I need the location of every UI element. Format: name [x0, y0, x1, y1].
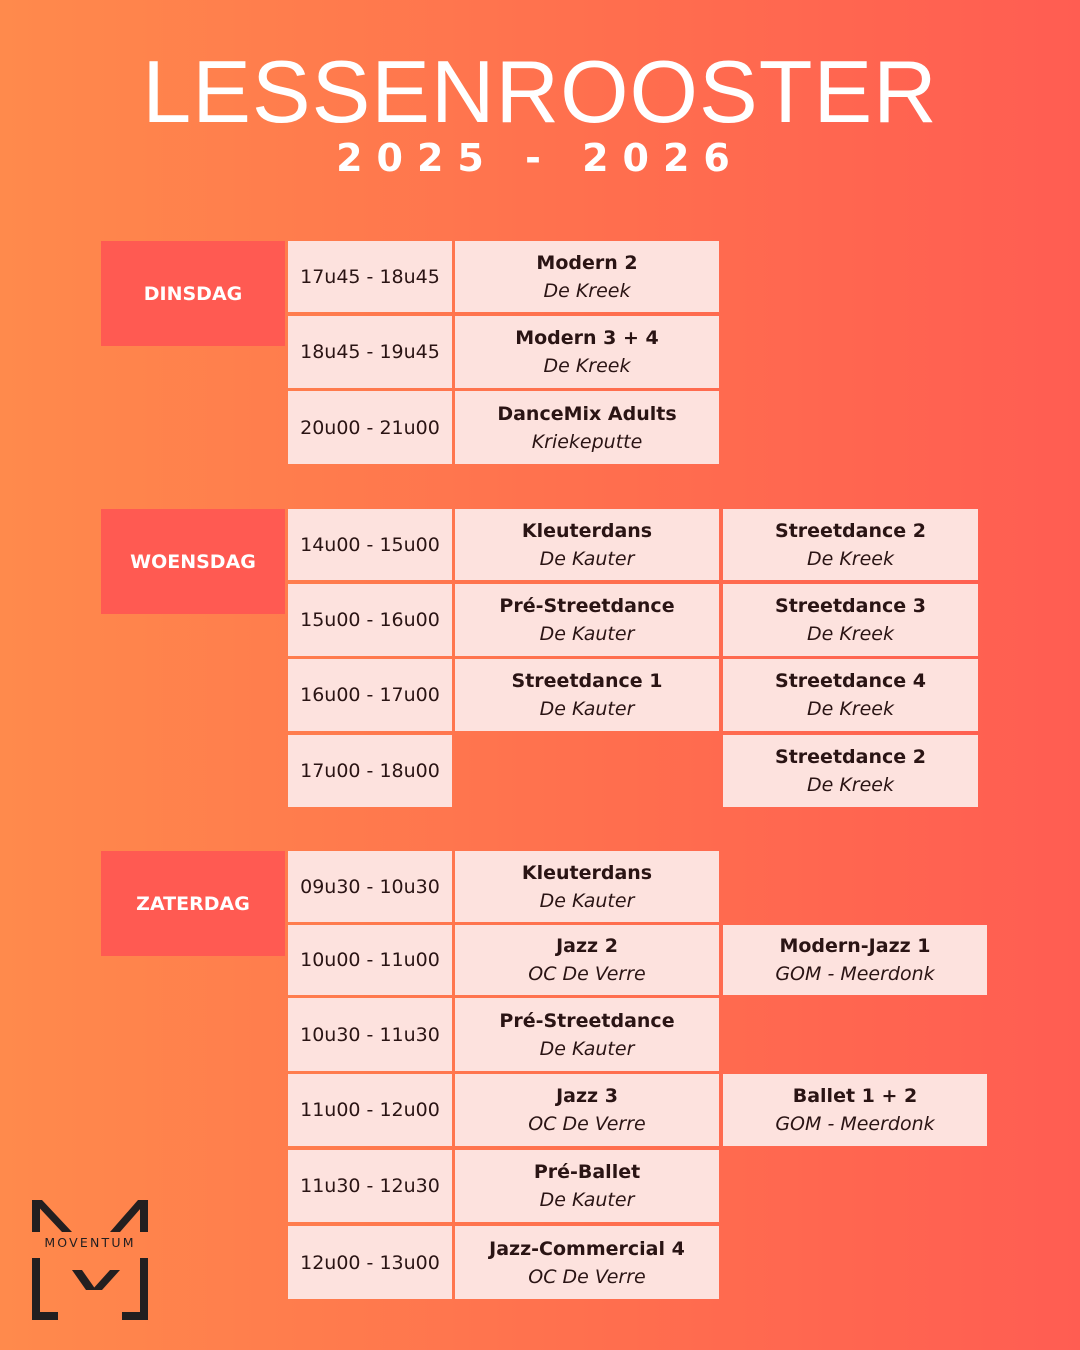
class-cell: [723, 659, 978, 731]
class-name: Jazz-Commercial 4: [489, 1237, 685, 1260]
class-location: De Kauter: [539, 623, 635, 645]
class-name: Kleuterdans: [521, 519, 653, 542]
time-slot: 14u00 - 15u00: [288, 509, 452, 580]
class-cell: [723, 584, 978, 656]
class-location: De Kauter: [539, 547, 635, 570]
class-cell: [455, 998, 719, 1071]
time-slot: 12u00 - 13u00: [288, 1226, 452, 1299]
class-cell: [455, 659, 719, 731]
time-slot: 18u45 - 19u45: [288, 316, 452, 388]
logo-wordmark: MOVENTUM: [44, 1235, 136, 1250]
class-location: GOM - Meerdonk: [775, 1113, 935, 1135]
class-location: OC De Verre: [528, 963, 646, 985]
class-location: De Kauter: [539, 889, 635, 912]
time-slot: 11u30 - 12u30: [288, 1150, 452, 1222]
class-location: De Kauter: [539, 1037, 635, 1060]
class-cell: [455, 851, 719, 922]
time-slot: 17u00 - 18u00: [288, 735, 452, 807]
class-cell: [723, 925, 987, 995]
class-cell: [455, 925, 719, 995]
class-cell: [455, 1150, 719, 1222]
class-cell: [455, 1226, 719, 1299]
class-location: De Kreek: [543, 355, 631, 377]
time-slot: 09u30 - 10u30: [288, 851, 452, 922]
class-cell: [723, 735, 978, 807]
class-location: GOM - Meerdonk: [775, 963, 935, 985]
day-label-dinsdag: DINSDAG: [101, 241, 285, 346]
class-cell: [455, 584, 719, 656]
class-name: Modern 3 + 4: [515, 327, 659, 349]
school-year: 2025 - 2026: [336, 136, 744, 180]
class-name: Jazz 3: [556, 1085, 618, 1107]
class-cell: [455, 316, 719, 388]
moventum-logo: [28, 1198, 152, 1322]
day-label-woensdag: WOENSDAG: [101, 509, 285, 614]
class-cell: [455, 509, 719, 580]
class-name: Modern-Jazz 1: [779, 935, 931, 957]
class-name: Streetdance 1: [511, 670, 663, 692]
class-location: De Kauter: [539, 1189, 635, 1211]
page-title: LESSENROOSTER: [142, 42, 938, 141]
class-location: De Kreek: [806, 547, 894, 570]
class-location: OC De Verre: [528, 1113, 646, 1135]
class-name: Modern 2: [536, 251, 638, 274]
time-slot: 10u00 - 11u00: [288, 925, 452, 995]
class-location: De Kauter: [539, 698, 635, 720]
class-location: De Kreek: [806, 774, 894, 796]
day-label-zaterdag: ZATERDAG: [101, 851, 285, 956]
class-location: Kriekeputte: [531, 430, 643, 453]
class-cell: [723, 1074, 987, 1146]
time-slot: 17u45 - 18u45: [288, 241, 452, 312]
time-slot: 10u30 - 11u30: [288, 998, 452, 1071]
class-name: Pré-Streetdance: [499, 595, 675, 617]
class-location: OC De Verre: [528, 1265, 646, 1288]
class-cell: [455, 241, 719, 312]
time-slot: 11u00 - 12u00: [288, 1074, 452, 1146]
time-slot: 20u00 - 21u00: [288, 391, 452, 464]
class-name: Kleuterdans: [521, 861, 653, 884]
time-slot: 16u00 - 17u00: [288, 659, 452, 731]
class-name: Streetdance 4: [775, 670, 926, 692]
class-name: Pré-Ballet: [533, 1161, 641, 1183]
class-name: Jazz 2: [556, 935, 618, 957]
class-location: De Kreek: [806, 623, 894, 645]
class-cell: [455, 391, 719, 464]
class-name: DanceMix Adults: [497, 402, 677, 425]
class-name: Streetdance 3: [775, 595, 926, 617]
class-cell: [723, 509, 978, 580]
time-slot: 15u00 - 16u00: [288, 584, 452, 656]
class-name: Pré-Streetdance: [499, 1009, 675, 1032]
moventum-logo-mark: [28, 1198, 152, 1322]
class-name: Ballet 1 + 2: [792, 1085, 918, 1107]
class-cell: [455, 1074, 719, 1146]
class-name: Streetdance 2: [775, 519, 926, 542]
class-location: De Kreek: [543, 279, 631, 302]
class-location: De Kreek: [806, 698, 894, 720]
class-name: Streetdance 2: [775, 746, 926, 768]
